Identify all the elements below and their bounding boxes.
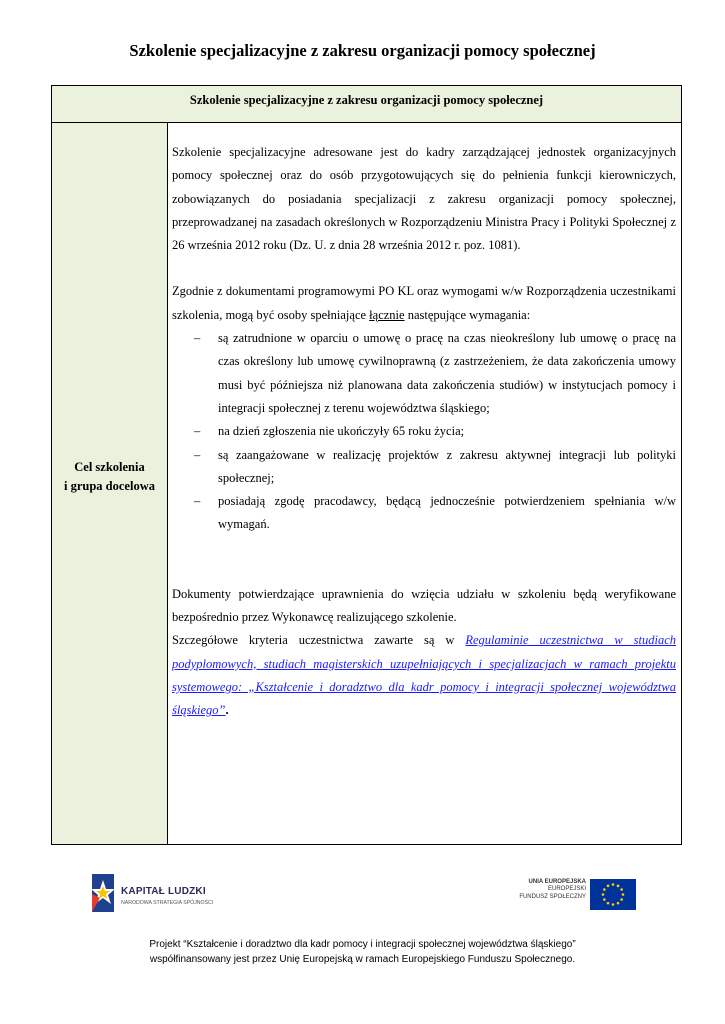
list-item <box>172 327 676 420</box>
eligibility-intro-text: Zgodnie z dokumentami programowymi PO KL oraz wymogami w/w Rozporządzenia uczestnikami szkolenia, mogą być osoby spełniające <box>172 284 676 322</box>
eu-star <box>607 885 610 888</box>
eu-star <box>602 893 605 896</box>
info-table <box>51 85 682 845</box>
bullet-dash: – <box>194 331 201 346</box>
regulations-link[interactable]: Regulaminie uczestnictwa w studiach podyplomowych, studiach magisterskich uzupełniających i specjalizacjach w ramach projektu systemowego: „Kształcenie i doradztwo dla kadr pomocy i integracji społecznej województwa śląskiego” <box>172 633 676 718</box>
criteria-paragraph <box>172 629 676 722</box>
left-label-cell <box>52 123 168 844</box>
footer-logos <box>0 868 725 918</box>
eu-star <box>617 902 620 905</box>
eu-line-3: FUNDUSZ SPOŁECZNY <box>519 893 586 900</box>
verification-paragraph: Dokumenty potwierdzające uprawnienia do wzięcia udziału w szkoleniu będą weryfikowane bezpośrednio przez Wykonawcę realizującego szkolenie. <box>172 586 676 625</box>
eu-star <box>603 888 606 891</box>
eligibility-intro-end: następujące wymagania: <box>404 307 531 322</box>
list-item <box>172 444 676 491</box>
bullet-dash: – <box>194 494 201 509</box>
footer-line-2: współfinansowany jest przez Unię Europejską w ramach Europejskiego Funduszu Społecznego. <box>149 954 576 965</box>
bullet-dash: – <box>194 424 201 439</box>
eu-star <box>612 903 615 906</box>
eu-line-1: UNIA EUROPEJSKA <box>528 879 586 885</box>
eu-star <box>607 902 610 905</box>
kapital-ludzki-star-icon <box>88 872 118 914</box>
underlined-word: łącznie <box>369 307 405 322</box>
list-item-text: są zaangażowane w realizację projektów z zakresu aktywnej integracji lub polityki społecznej; <box>218 447 676 485</box>
bullet-dash: – <box>194 447 201 462</box>
footer-note <box>0 937 725 967</box>
eu-flag-icon <box>590 879 636 910</box>
section-label-line-1: Cel szkolenia <box>74 460 145 474</box>
list-item-text: są zatrudnione w oparciu o umowę o pracę na czas nieokreślony lub umowę o pracę na czas określony lub umowę cywilnoprawną (z zastrzeżeniem, że data zakończenia umowy musi być późniejsza niż planowana data zakończenia studiów) w instytucjach pomocy i integracji społecznej z terenu województwa śląskiego; <box>218 331 676 415</box>
criteria-end: . <box>225 703 229 718</box>
eu-star <box>612 883 615 886</box>
eu-star <box>622 893 625 896</box>
section-label <box>52 458 167 496</box>
list-item <box>172 490 676 537</box>
eu-star <box>617 885 620 888</box>
eu-line-2: EUROPEJSKI <box>547 886 586 893</box>
requirements-list <box>172 327 676 537</box>
list-item-text: na dzień zgłoszenia nie ukończyły 65 roku życia; <box>218 424 465 439</box>
eu-star <box>620 888 623 891</box>
section-label-line-2: i grupa docelowa <box>64 479 155 493</box>
eu-fund-text <box>470 879 586 901</box>
table-header: Szkolenie specjalizacyjne z zakresu organizacji pomocy społecznej <box>52 86 681 123</box>
content-cell <box>172 141 676 723</box>
kapital-ludzki-subtitle: NARODOWA STRATEGIA SPÓJNOŚCI <box>121 900 214 906</box>
list-item-text: posiadają zgodę pracodawcy, będącą jednocześnie potwierdzeniem spełniania w/w wymagań. <box>218 494 676 532</box>
footer-line-1: Projekt “Kształcenie i doradztwo dla kadr pomocy i integracji społecznej województwa śląskiego” <box>149 939 576 950</box>
eligibility-intro <box>172 280 676 327</box>
kapital-ludzki-logo <box>88 872 228 914</box>
kapital-ludzki-title: KAPITAŁ LUDZKI <box>121 886 206 897</box>
criteria-text: Szczegółowe kryteria uczestnictwa zawarte są w <box>172 633 466 648</box>
page-title: Szkolenie specjalizacyjne z zakresu organizacji pomocy społecznej <box>129 41 596 60</box>
description-paragraph: Szkolenie specjalizacyjne adresowane jest do kadry zarządzającej jednostek organizacyjnych pomocy społecznej oraz do osób przygotowujących się do pełnienia funkcji kierowniczych, zobowiązanych do posiadania specjalizacji z zakresu organizacji pomocy społecznej, przeprowadzanej na zasadach określonych w Rozporządzeniu Ministra Pracy i Polityki Społecznej z 26 września 2012 roku (Dz. U. z dnia 28 września 2012 r. poz. 1081). <box>172 145 676 253</box>
eu-star <box>620 898 623 901</box>
eu-star <box>603 898 606 901</box>
list-item <box>172 420 676 443</box>
